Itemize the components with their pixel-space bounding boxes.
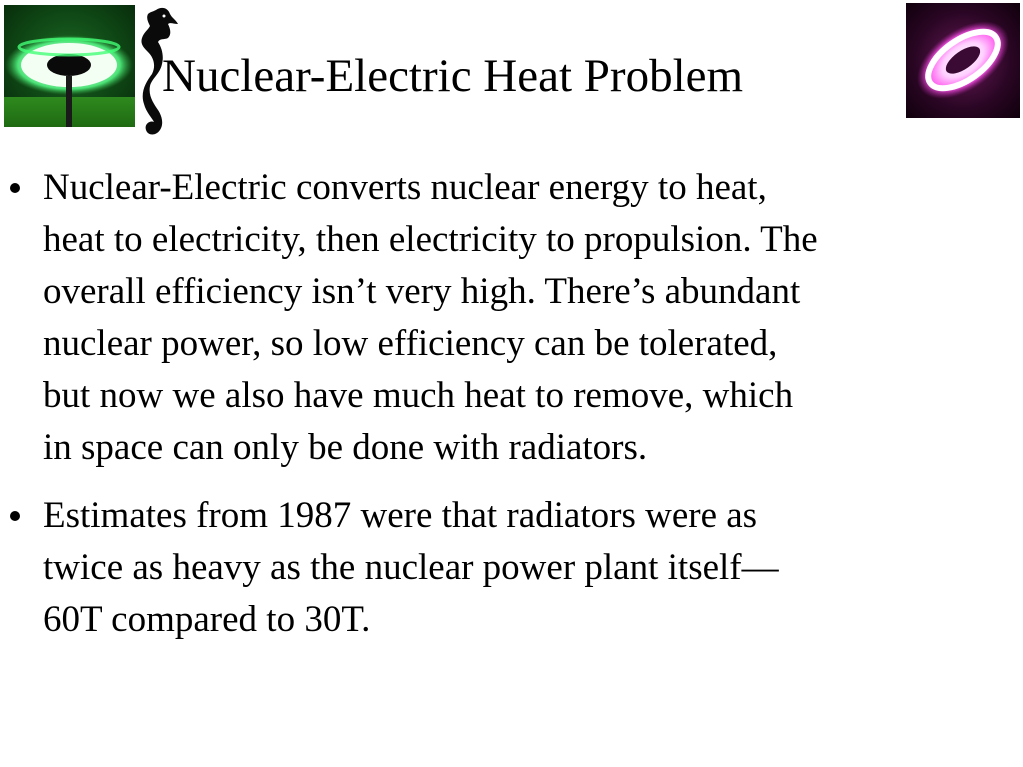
pink-ring-graphic [906,3,1020,118]
bullet-dot-icon [10,183,20,193]
bullet-list [10,162,1015,646]
green-disk-graphic [4,5,135,127]
bullet-line: 60T compared to 30T. [43,599,371,640]
bullet-line: but now we also have much heat to remove, which [43,375,794,416]
bullet-item [10,490,1015,646]
bullet-item [10,162,1015,474]
slide-title: Nuclear-Electric Heat Problem [162,50,744,102]
green-glowing-disk-image [4,5,135,127]
bullet-dot-icon [10,511,20,521]
bullet-line: Estimates from 1987 were that radiators were as [43,495,758,536]
bullet-line: twice as heavy as the nuclear power plant itself— [43,547,779,588]
bullet-line: nuclear power, so low efficiency can be tolerated, [43,323,778,364]
bullet-line: Nuclear-Electric converts nuclear energy to heat, [43,167,767,208]
pink-glowing-ring-image [906,3,1020,118]
bullet-line: heat to electricity, then electricity to propulsion. The [43,219,818,260]
bullet-line: overall efficiency isn’t very high. There’s abundant [43,271,801,312]
bullet-line: in space can only be done with radiators. [43,427,648,468]
